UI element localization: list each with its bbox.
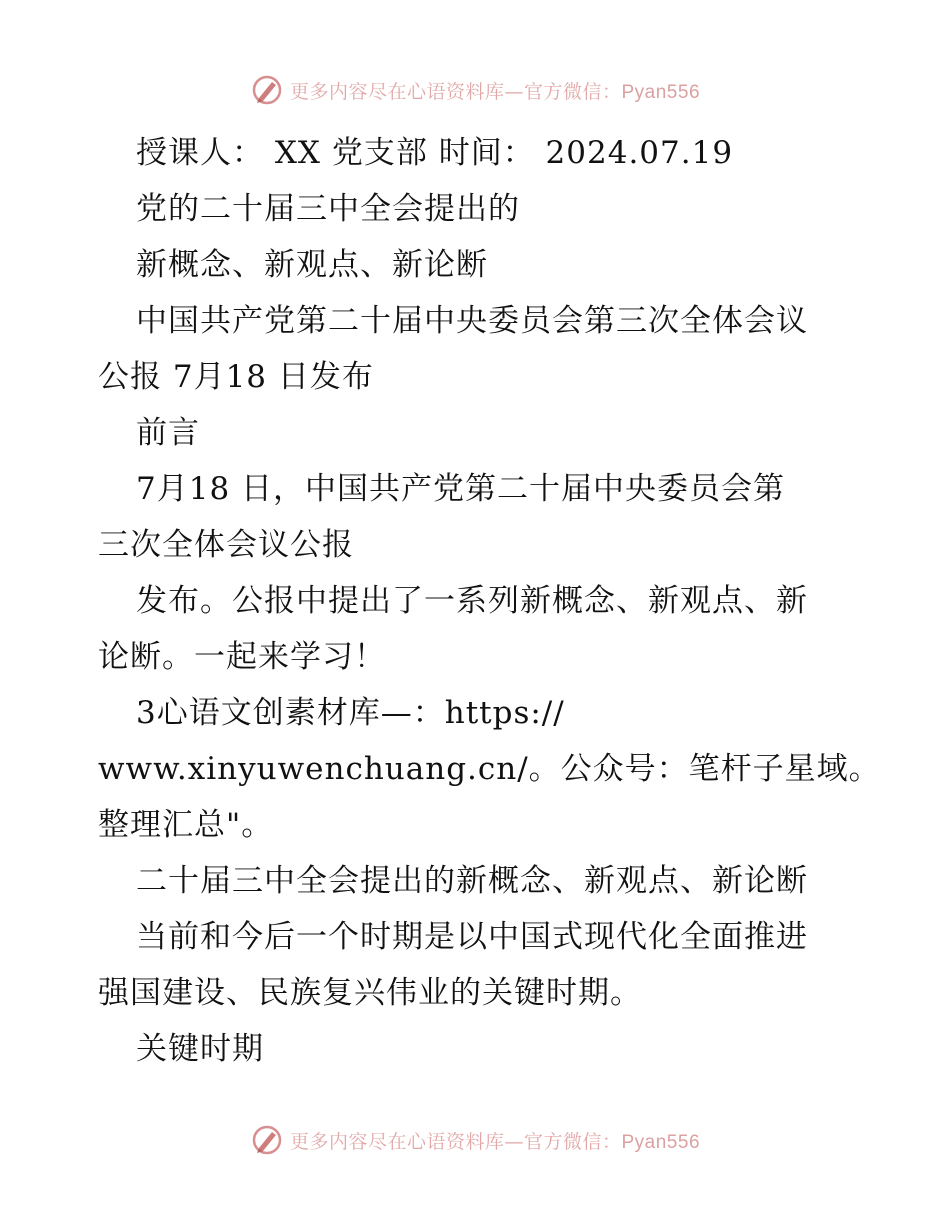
text-line: 前言 bbox=[136, 415, 200, 451]
text-line: 党的二十届三中全会提出的 bbox=[136, 191, 520, 227]
red-pen-logo-icon bbox=[250, 73, 284, 107]
text-line: 二十届三中全会提出的新概念、新观点、新论断 bbox=[136, 863, 808, 899]
text-line: 新概念、新观点、新论断 bbox=[136, 247, 488, 283]
text-line: 3心语文创素材库—：https:// bbox=[136, 695, 565, 731]
text-line: 7月18 日，中国共产党第二十届中央委员会第 bbox=[136, 471, 786, 507]
text-line: 关键时期 bbox=[136, 1031, 264, 1067]
text-line: 公报 7月18 日发布 bbox=[98, 359, 374, 395]
watermark-main-text: 更多内容尽在心语资料库—官方微信： bbox=[289, 1130, 622, 1153]
footer-watermark bbox=[0, 1122, 950, 1158]
document-body bbox=[98, 125, 881, 1077]
watermark-wechat-id: Pyan556 bbox=[621, 81, 701, 103]
text-line: 当前和今后一个时期是以中国式现代化全面推进 bbox=[136, 919, 808, 955]
watermark-main-text: 更多内容尽在心语资料库—官方微信： bbox=[289, 80, 622, 103]
watermark-wechat-id: Pyan556 bbox=[621, 1131, 701, 1153]
header-watermark bbox=[0, 72, 950, 108]
text-line: 整理汇总"。 bbox=[98, 807, 274, 843]
red-pen-logo-icon bbox=[250, 1123, 284, 1157]
text-line: 授课人： XX 党支部 时间： 2024.07.19 bbox=[136, 135, 734, 171]
text-line: 论断。一起来学习！ bbox=[98, 639, 386, 675]
text-line: www.xinyuwenchuang.cn/。公众号：笔杆子星域。 bbox=[98, 751, 881, 787]
text-line: 三次全体会议公报 bbox=[98, 527, 354, 563]
watermark-text bbox=[290, 1127, 700, 1154]
text-line: 发布。公报中提出了一系列新概念、新观点、新 bbox=[136, 583, 808, 619]
watermark-text bbox=[290, 77, 700, 104]
text-line: 中国共产党第二十届中央委员会第三次全体会议 bbox=[136, 303, 808, 339]
text-line: 强国建设、民族复兴伟业的关键时期。 bbox=[98, 975, 642, 1011]
